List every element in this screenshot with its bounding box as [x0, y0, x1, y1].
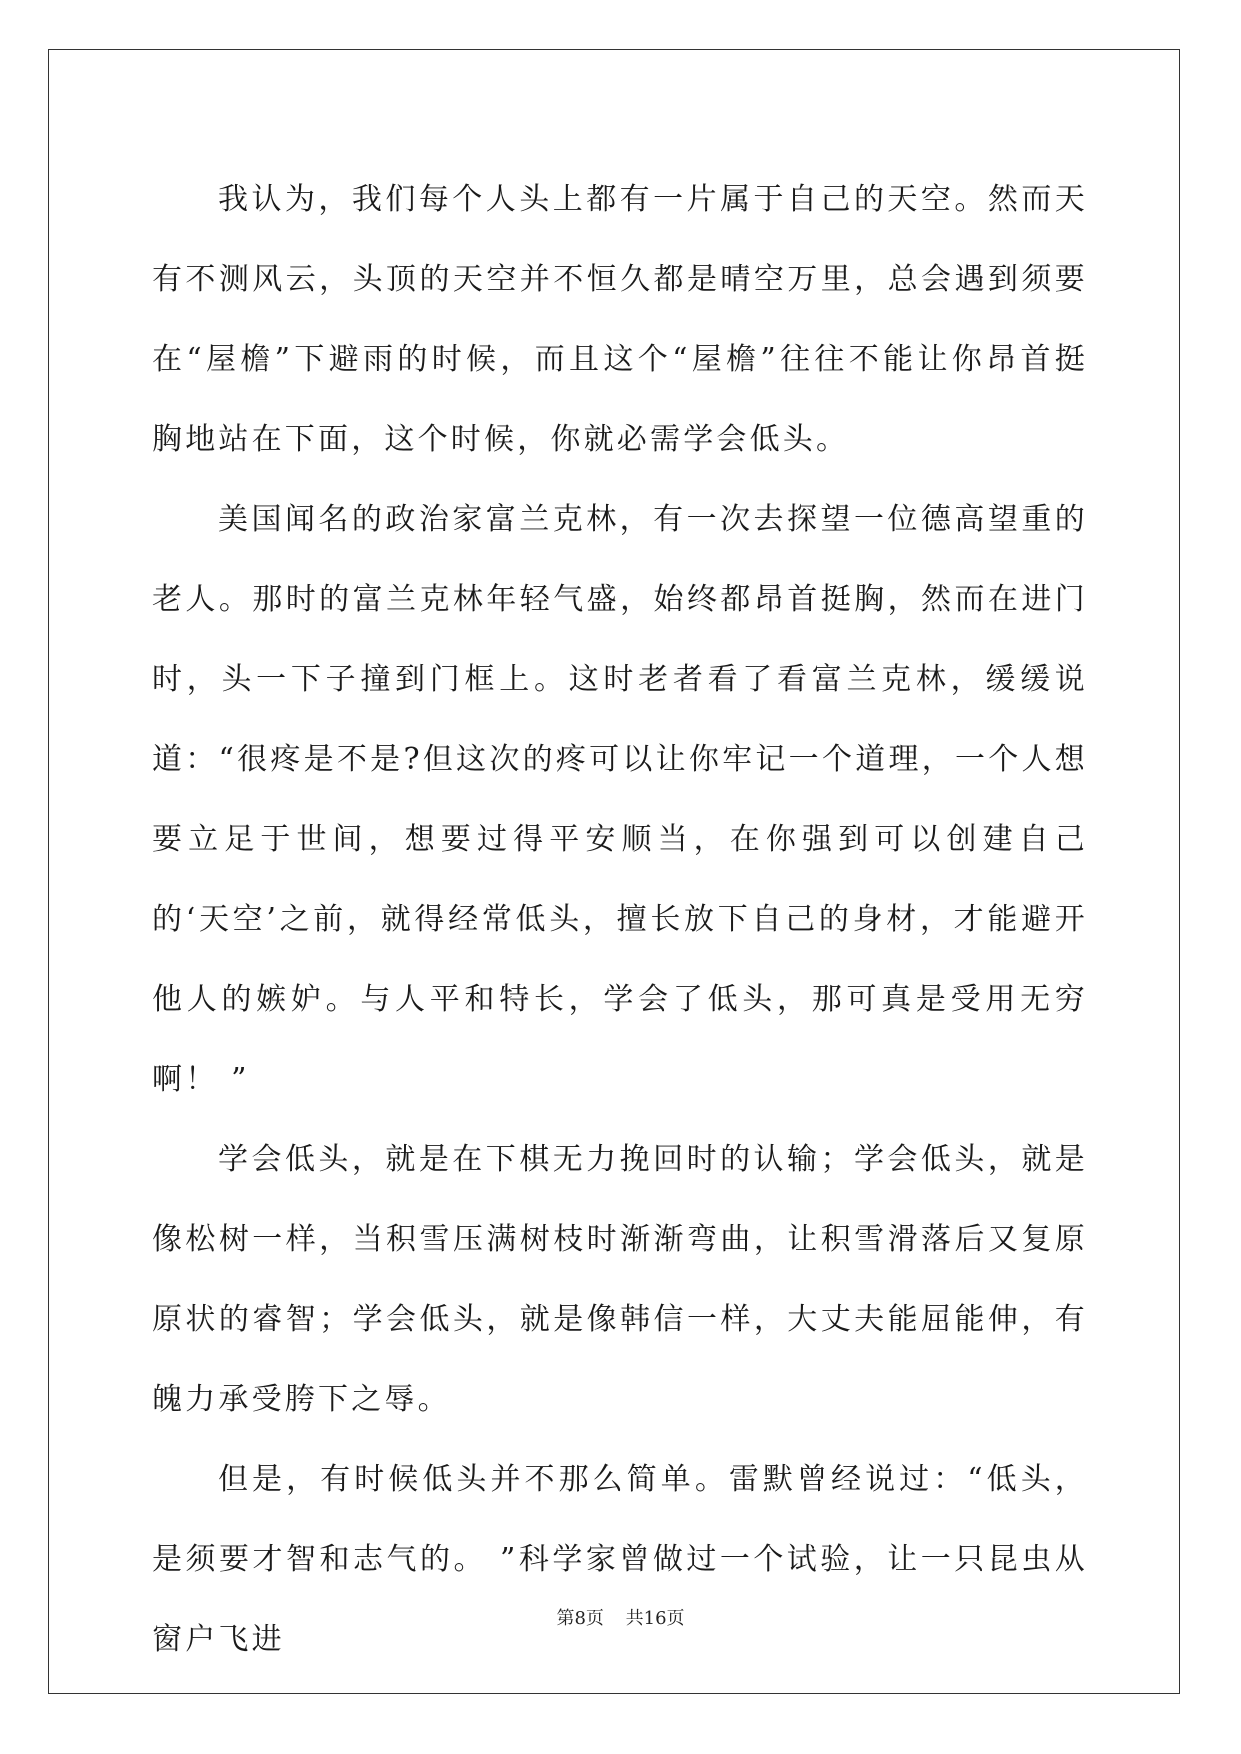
document-body: [152, 160, 1088, 1680]
paragraph-1: 我认为，我们每个人头上都有一片属于自己的天空。然而天有不测风云，头顶的天空并不恒久都是晴空万里，总会遇到须要在“屋檐”下避雨的时候，而且这个“屋檐”往往不能让你昂首挺胸地站在下面，这个时候，你就必需学会低头。: [152, 182, 1088, 457]
total-pages-label: 共16页: [625, 1608, 685, 1629]
page-number-footer: [0, 1604, 1241, 1630]
paragraph-2: 美国闻名的政治家富兰克林，有一次去探望一位德高望重的老人。那时的富兰克林年轻气盛，始终都昂首挺胸，然而在进门时，头一下子撞到门框上。这时老者看了看富兰克林，缓缓说道：“很疼是不是?但这次的疼可以让你牢记一个道理，一个人想要立足于世间，想要过得平安顺当，在你强到可以创建自己的‘天空’之前，就得经常低头，擅长放下自己的身材，才能避开他人的嫉妒。与人平和特长，学会了低头，那可真是受用无穷啊！ ”: [152, 502, 1088, 1097]
current-page-label: 第8页: [556, 1608, 604, 1629]
paragraph-3: 学会低头，就是在下棋无力挽回时的认输；学会低头，就是像松树一样，当积雪压满树枝时渐渐弯曲，让积雪滑落后又复原原状的睿智；学会低头，就是像韩信一样，大丈夫能屈能伸，有魄力承受胯下之辱。: [152, 1142, 1088, 1417]
paragraph-4: 但是，有时候低头并不那么简单。雷默曾经说过：“低头，是须要才智和志气的。 ”科学家曾做过一个试验，让一只昆虫从窗户飞进: [152, 1462, 1088, 1657]
